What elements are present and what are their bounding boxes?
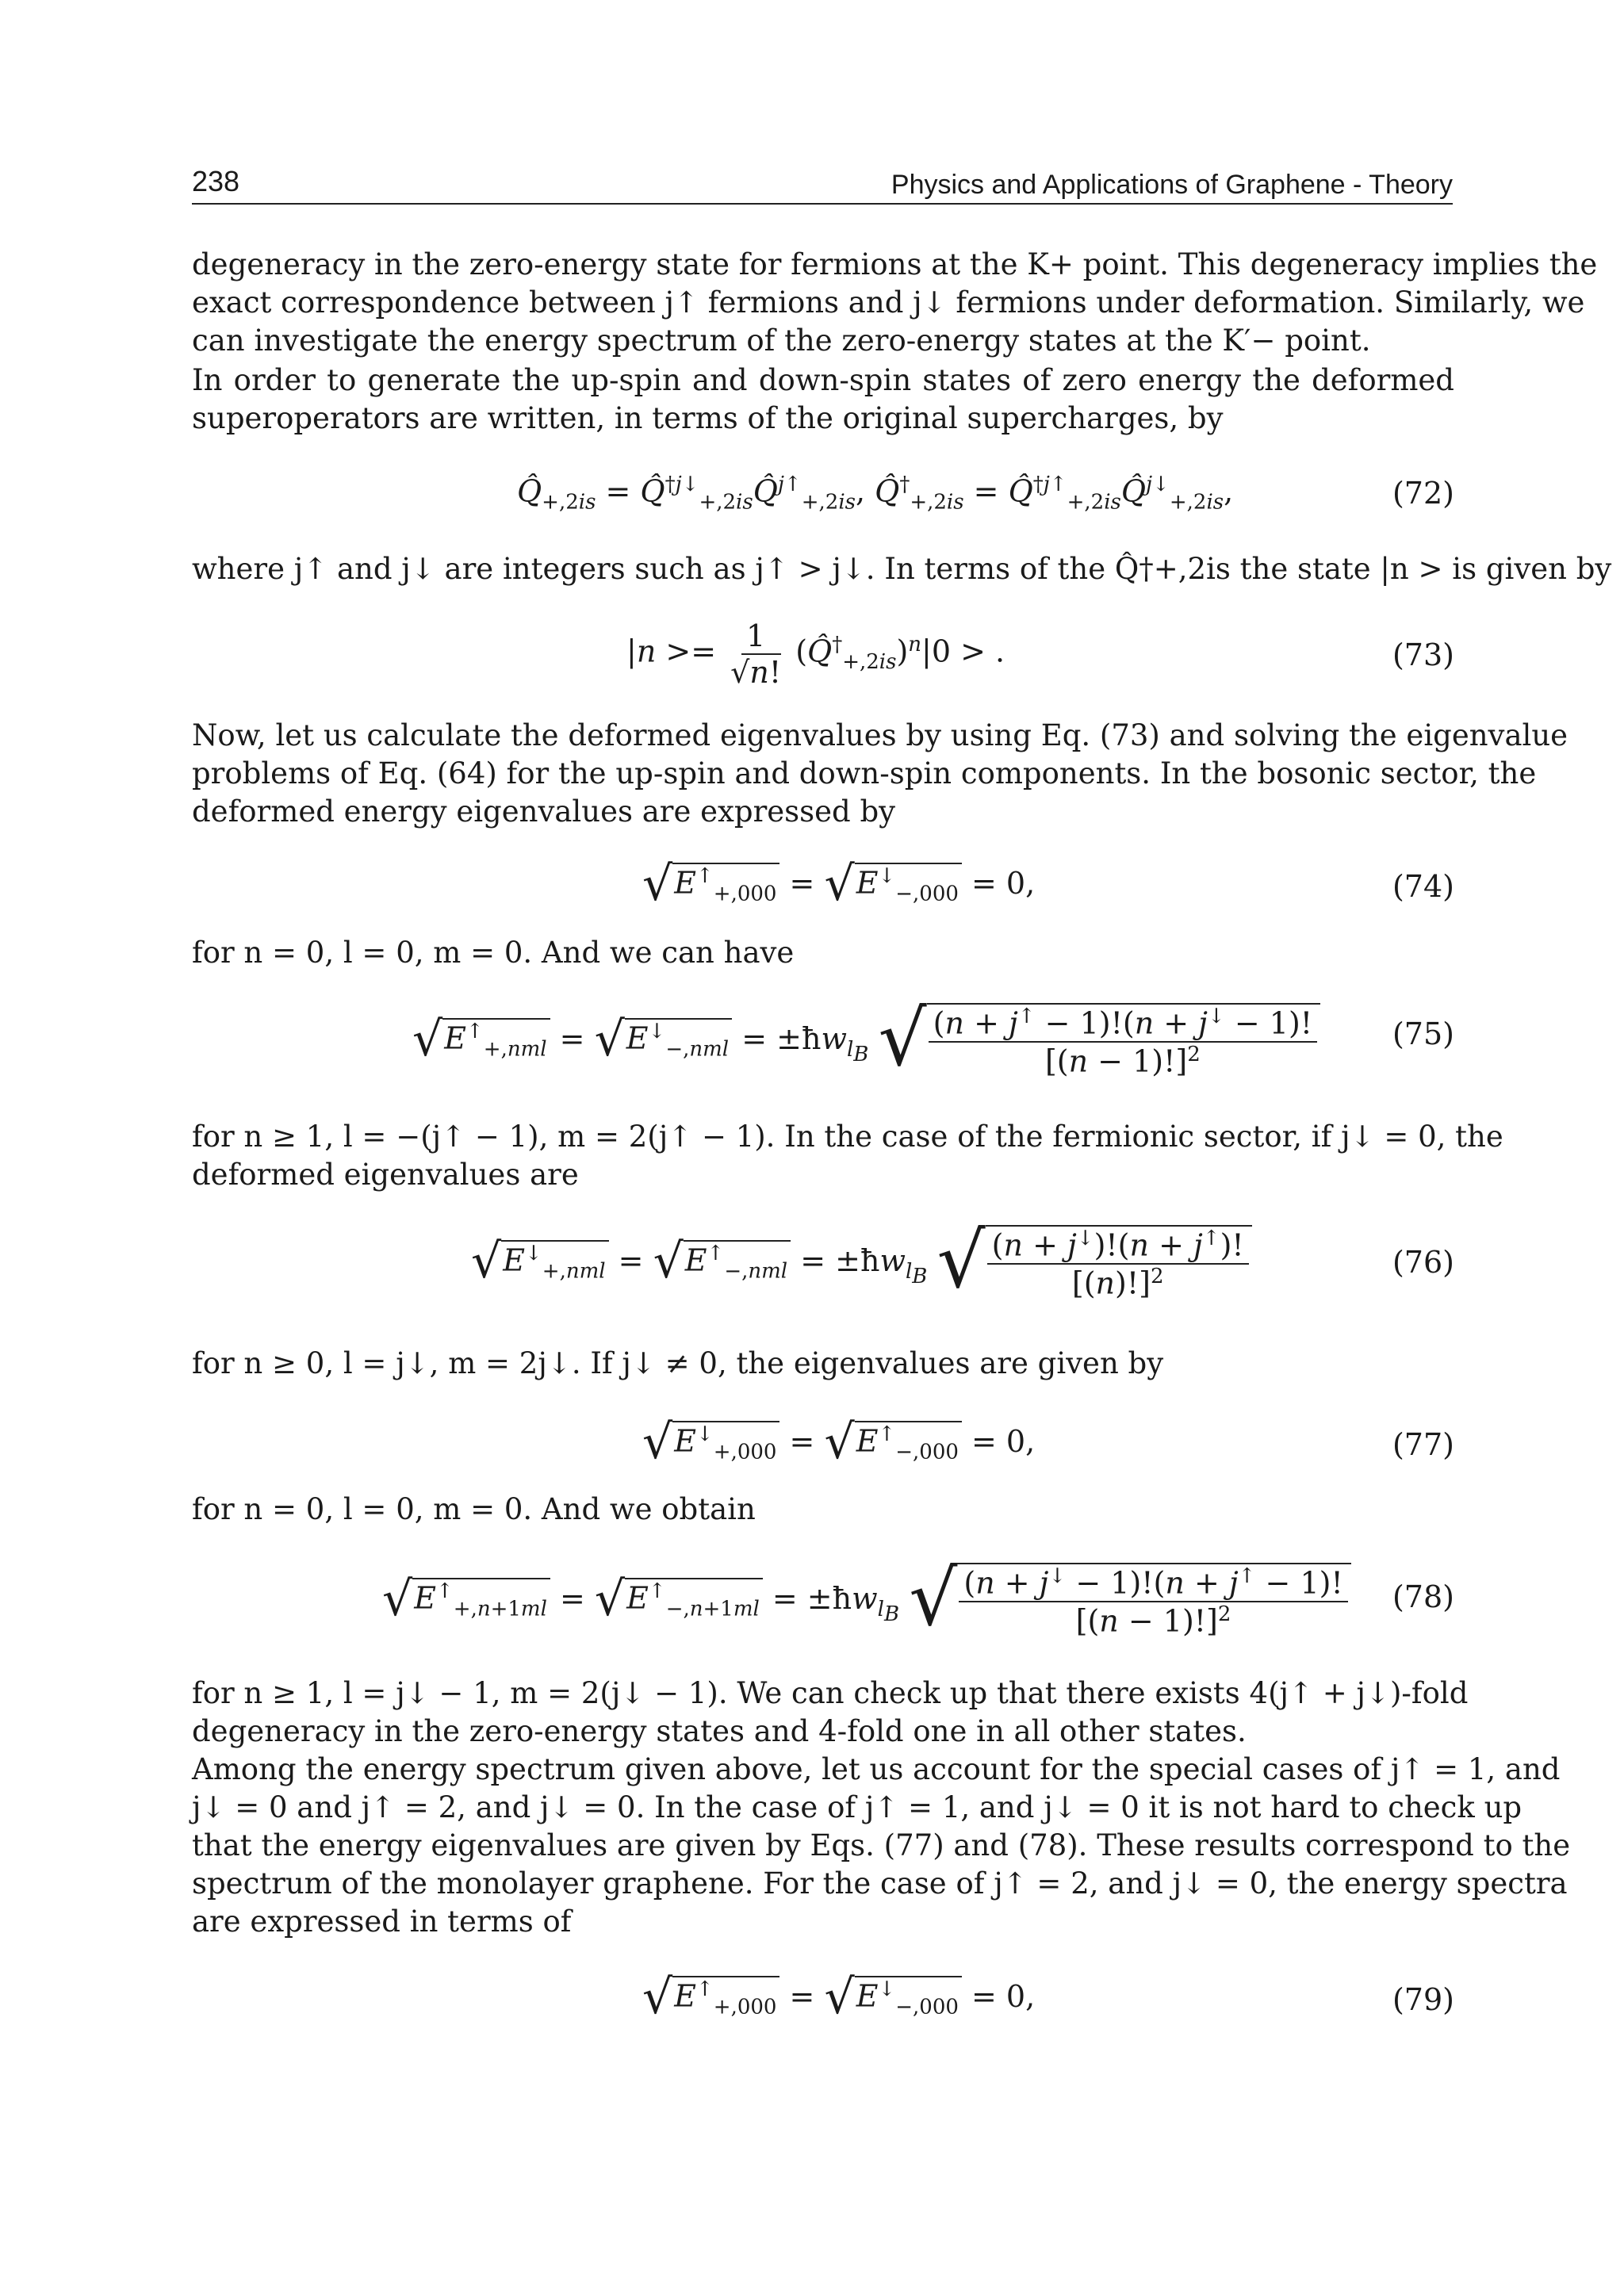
equation-72 bbox=[192, 468, 1454, 523]
paragraph-5 bbox=[192, 934, 1454, 972]
paragraph-6 bbox=[192, 1118, 1503, 1194]
equation-number: (76) bbox=[1392, 1245, 1454, 1280]
equation-number: (78) bbox=[1392, 1579, 1454, 1614]
equation-number: (73) bbox=[1392, 637, 1454, 672]
equation-77 bbox=[192, 1414, 1454, 1478]
text-line: j↓ = 0 and j↑ = 2, and j↓ = 0. In the case of j↑ = 1, and j↓ = 0 it is not hard to check up bbox=[192, 1790, 1522, 1824]
text-line: deformed eigenvalues are bbox=[192, 1158, 579, 1192]
equation-number: (75) bbox=[1392, 1016, 1454, 1051]
equation-74 bbox=[192, 856, 1454, 920]
text-line: that the energy eigenvalues are given by Eqs. (77) and (78). These results correspond to the bbox=[192, 1828, 1571, 1862]
equation-body: $√E^↑_{+,000} = √E^↓_{-,000} = 0$, bbox=[642, 1970, 1036, 2025]
text-line: degeneracy in the zero-energy state for fermions at the K+ point. This degeneracy implies the bbox=[192, 247, 1598, 281]
equation-number: (77) bbox=[1392, 1427, 1454, 1462]
text-line: for n ≥ 1, l = −(j↑ − 1), m = 2(j↑ − 1). In the case of the fermionic sector, if j↓ = 0, the bbox=[192, 1120, 1503, 1154]
text-line: for n = 0, l = 0, m = 0. And we obtain bbox=[192, 1492, 756, 1526]
text-line: can investigate the energy spectrum of the zero-energy states at the K′− point. bbox=[192, 323, 1371, 358]
text-line: degeneracy in the zero-energy states and 4-fold one in all other states. bbox=[192, 1714, 1247, 1748]
equation-body: $√E^↑_{+,n+1ml} = √E^↑_{-,n+1ml}$ = $\pm ħw_{l_B}$ √ $\frac{(n + j^↓ - 1)!(n + j^↑ - 1)!}{[(n - 1)!]^2}$ bbox=[382, 1554, 1351, 1643]
text-line: for n = 0, l = 0, m = 0. And we can have bbox=[192, 936, 795, 970]
text-line: Now, let us calculate the deformed eigenvalues by using Eq. (73) and solving the eigenvalue bbox=[192, 718, 1568, 752]
paragraph-8 bbox=[192, 1491, 1454, 1529]
equation-73 bbox=[192, 618, 1454, 706]
equation-body: $√E^↓_{+,000} = √E^↑_{-,000} = 0$, bbox=[642, 1414, 1036, 1470]
text-line: are expressed in terms of bbox=[192, 1904, 572, 1939]
equation-75 bbox=[192, 991, 1454, 1086]
equation-body: $√E^↓_{+,nml} = √E^↑_{-,nml}$ = $\pm ħw_{l_B}$ √ $\frac{(n + j^↓)!(n + j^↑)!}{[(n)!]^2}$ bbox=[471, 1216, 1252, 1305]
text-line: Among the energy spectrum given above, let us account for the special cases of j↑ = 1, and bbox=[192, 1752, 1561, 1786]
equation-number: (72) bbox=[1392, 476, 1454, 511]
equation-body: |n >= $\frac{1}{√n!}$ $(Q̂^\dagger_{+,2is})^n|0$ > . bbox=[626, 618, 1005, 690]
equation-78 bbox=[192, 1551, 1454, 1646]
text-line: for n ≥ 1, l = j↓ − 1, m = 2(j↓ − 1). We can check up that there exists 4(j↑ + j↓)-fold bbox=[192, 1676, 1469, 1710]
paragraph-2 bbox=[192, 362, 1454, 438]
text-line: deformed energy eigenvalues are expressed by bbox=[192, 794, 896, 829]
text-line: exact correspondence between j↑ fermions and j↓ fermions under deformation. Similarly, we bbox=[192, 285, 1585, 320]
text-line: In order to generate the up-spin and down-spin states of zero energy the deformed bbox=[192, 363, 1454, 397]
paragraph-10 bbox=[192, 1751, 1571, 1941]
header-rule bbox=[192, 203, 1453, 205]
paragraph-7 bbox=[192, 1345, 1454, 1383]
text-line: for n ≥ 0, l = j↓, m = 2j↓. If j↓ ≠ 0, the eigenvalues are given by bbox=[192, 1346, 1164, 1380]
paragraph-3 bbox=[192, 550, 1612, 588]
paragraph-9 bbox=[192, 1675, 1469, 1751]
equation-number: (79) bbox=[1392, 1982, 1454, 2017]
page-number: 238 bbox=[192, 165, 240, 197]
text-line: superoperators are written, in terms of the original supercharges, by bbox=[192, 401, 1224, 435]
equation-76 bbox=[192, 1213, 1454, 1308]
equation-body: $Q̂_{+,2is}$ = Q̂$^{\dagger j↓}_{+,2is}$Q̂$^{j↑}_{+,2is}$, $Q̂^\dagger_{+,2is}$ = Q̂$^{\dagger j↑}_{+,2is}$Q̂$^{j↓}_{+,2is}$, bbox=[517, 473, 1234, 515]
running-title: Physics and Applications of Graphene - Theory bbox=[891, 170, 1453, 200]
equation-body: $√E^↑_{+,nml} = √E^↓_{-,nml}$ = $\pm ħw_{l_B}$ √ $\frac{(n + j^↑ - 1)!(n + j^↓ - 1)!}{[(n - 1)!]^2}$ bbox=[412, 994, 1320, 1083]
paragraph-1 bbox=[192, 246, 1598, 360]
equation-body: $√E^↑_{+,000} = √E^↓_{-,000} = 0$, bbox=[642, 856, 1036, 912]
equation-number: (74) bbox=[1392, 869, 1454, 904]
text-line: spectrum of the monolayer graphene. For the case of j↑ = 2, and j↓ = 0, the energy spectra bbox=[192, 1866, 1568, 1901]
equation-79 bbox=[192, 1970, 1454, 2033]
text-line: where j↑ and j↓ are integers such as j↑ > j↓. In terms of the Q̂†+,2is the state |n > is given by bbox=[192, 552, 1612, 586]
text-line: problems of Eq. (64) for the up-spin and down-spin components. In the bosonic sector, the bbox=[192, 756, 1537, 790]
paragraph-4 bbox=[192, 717, 1568, 831]
